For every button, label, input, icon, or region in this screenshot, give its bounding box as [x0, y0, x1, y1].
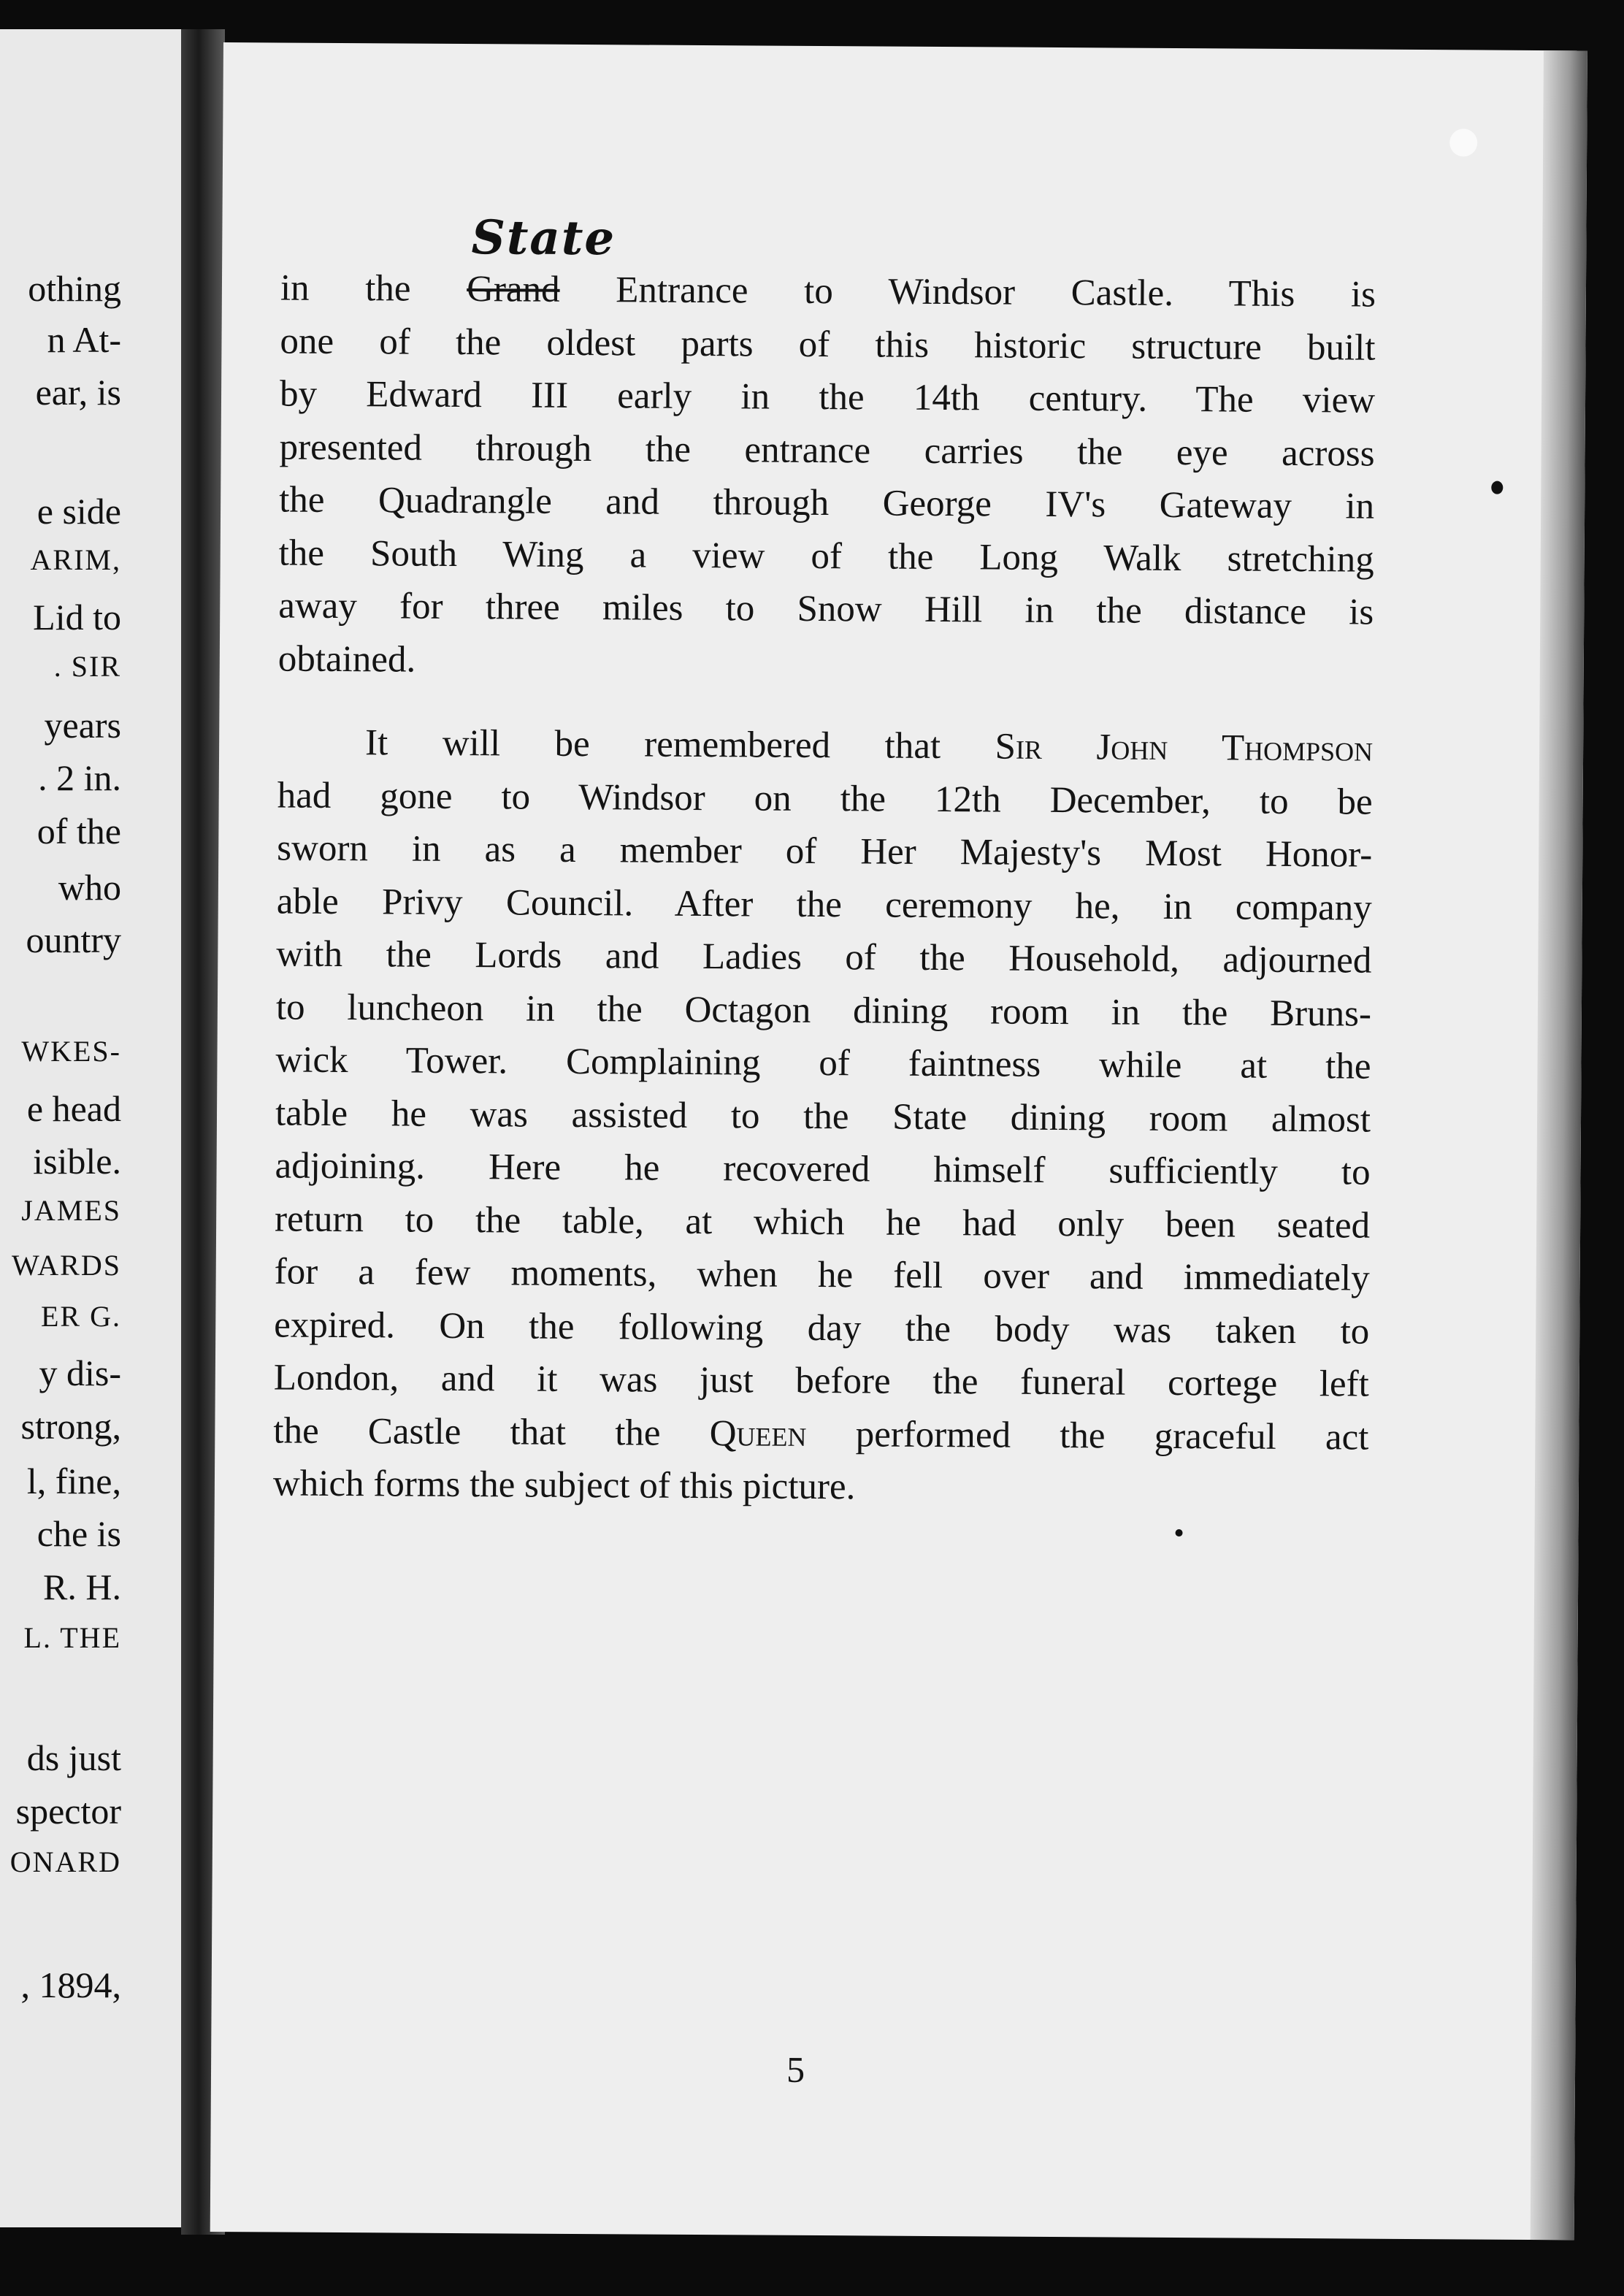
text-line: London, and it was just before the funeral cortege left	[273, 1357, 1369, 1405]
text-line	[277, 716, 1373, 776]
text-line: sworn in as a member of Her Majesty's Most Honor-	[277, 827, 1373, 876]
queen-small-caps: Queen	[709, 1412, 807, 1455]
left-page-line: ds just	[26, 1737, 121, 1778]
text-line: table he was assisted to the State dining room almost	[275, 1092, 1371, 1141]
text-line: the Quadrangle and through George IV's Gateway in	[279, 479, 1375, 527]
left-page-line: JAMES	[21, 1194, 121, 1227]
text-line: the South Wing a view of the Long Walk stretching	[278, 532, 1374, 581]
line-text: the Castle that the	[273, 1409, 661, 1454]
text-line: had gone to Windsor on the 12th December, to be	[277, 774, 1373, 823]
name-small-caps: Sir John Thompson	[995, 726, 1374, 770]
ink-speck	[1176, 1529, 1183, 1537]
left-page-line: l, fine,	[26, 1461, 121, 1501]
left-page-line: of the	[37, 811, 121, 852]
correction	[467, 210, 616, 316]
left-page-line: L. THE	[23, 1621, 121, 1654]
text-line: able Privy Council. After the ceremony he, in company	[276, 880, 1372, 929]
text-line: by Edward III early in the 14th century. The view	[279, 373, 1376, 421]
left-page-line: ARIM,	[30, 543, 121, 576]
text-line: adjoining. Here he recovered himself sufficiently to	[275, 1145, 1371, 1193]
left-page-line: ountry	[26, 919, 121, 960]
body-text	[272, 210, 1376, 1517]
text-line: obtained.	[277, 638, 416, 681]
left-page-line: WARDS	[11, 1249, 121, 1282]
text-line	[273, 1404, 1368, 1464]
line-rest: Entrance to Windsor Castle. This is	[616, 269, 1376, 315]
ink-speck	[1491, 481, 1503, 494]
text-line: one of the oldest parts of this historic structure built	[280, 320, 1376, 369]
left-page-line: WKES-	[21, 1035, 121, 1068]
paragraph-2-body	[274, 769, 1373, 1411]
text-line: expired. On the following day the body was taken to	[274, 1304, 1370, 1352]
left-page-line: othing	[28, 268, 121, 309]
left-page-line: who	[58, 867, 121, 908]
left-page-line: R. H.	[43, 1566, 121, 1607]
paragraph-2	[273, 716, 1374, 1517]
left-page-line: isible.	[33, 1141, 121, 1182]
struck-word: Grand	[467, 269, 560, 310]
dust-spot	[1449, 129, 1477, 156]
left-page-line: e head	[26, 1088, 121, 1129]
paragraph-1	[278, 315, 1376, 692]
text-line: return to the table, at which he had only been seated	[274, 1198, 1371, 1247]
page-edge-shadow	[1531, 50, 1587, 2240]
left-page-line: spector	[15, 1791, 121, 1832]
line-text: performed the graceful act	[855, 1413, 1369, 1458]
text-line	[280, 210, 1376, 321]
text-line: wick Tower. Complaining of faintness while at the	[275, 1039, 1371, 1087]
line-start: in the	[280, 267, 411, 310]
left-page-line: . 2 in.	[38, 757, 121, 798]
left-page-line: ear, is	[35, 372, 121, 413]
text-line: for a few moments, when he fell over and immediately	[274, 1251, 1370, 1299]
left-page-line: , 1894,	[20, 1964, 121, 2005]
left-page-line: years	[44, 705, 121, 746]
text-line-last: which forms the subject of this picture.	[272, 1463, 856, 1508]
left-page-line: strong,	[20, 1406, 121, 1447]
left-page-line: ONARD	[9, 1845, 121, 1878]
left-page-line: Lid to	[33, 597, 121, 638]
left-page-line: . SIR	[53, 650, 121, 683]
text-line: with the Lords and Ladies of the Household, adjourned	[276, 933, 1372, 981]
text-line: presented through the entrance carries the eye across	[279, 426, 1375, 475]
page-number: 5	[786, 2048, 805, 2090]
right-page	[210, 42, 1587, 2240]
handwritten-correction: State	[471, 210, 616, 267]
left-page-line: ER G.	[41, 1300, 121, 1333]
line-text: It will be remembered that	[364, 722, 941, 768]
left-page-line: n At-	[47, 319, 121, 360]
left-page-line: che is	[37, 1513, 121, 1554]
text-line: away for three miles to Snow Hill in the distance is	[278, 585, 1374, 633]
left-page-line: e side	[37, 491, 121, 532]
text-line: to luncheon in the Octagon dining room in the Bruns-	[275, 986, 1372, 1035]
left-facing-page	[0, 29, 191, 2227]
left-page-line: y dis-	[39, 1352, 121, 1393]
